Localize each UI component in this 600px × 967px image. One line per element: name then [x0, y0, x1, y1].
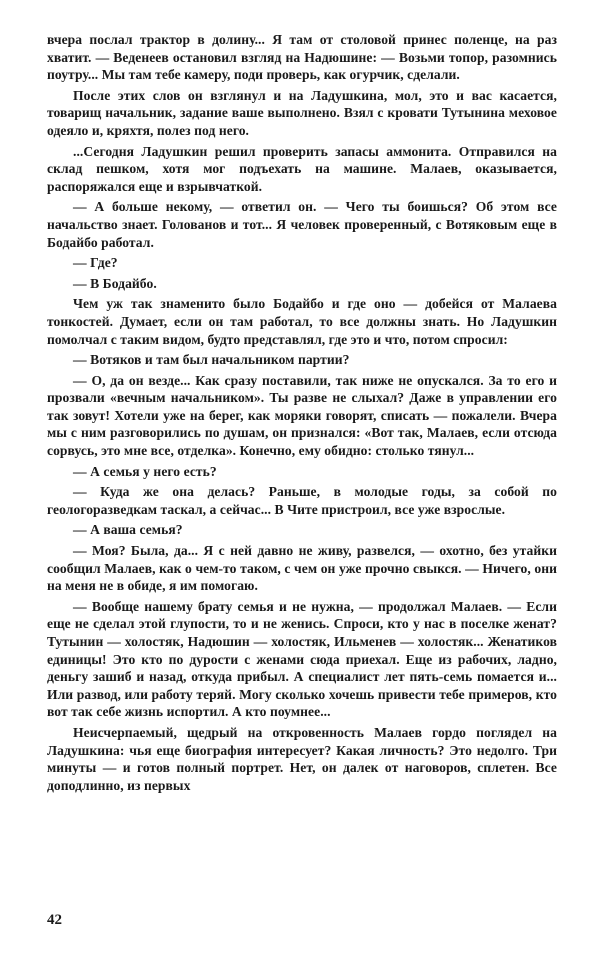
paragraph: — Вотяков и там был начальником партии?: [73, 352, 350, 368]
paragraph: — Куда же она делась? Раньше, в молодые годы, за собой по геологоразведкам таскал, а сейчас... В Чите пристроил, все уже взрослые.: [47, 484, 557, 517]
paragraph: — Где?: [73, 255, 118, 271]
paragraph: — В Бодайбо.: [73, 275, 157, 291]
paragraph: Неисчерпаемый, щедрый на откровенность Малаев гордо поглядел на Ладушкина: чья еще биография интересует? Какая личность? Это недолго. Три минуты — и готов полный портрет. Нет, он далек от наговоров, сплетен. Все доподлинно, из первых: [47, 724, 557, 793]
paragraph: — Моя? Была, да... Я с ней давно не живу, развелся, — охотно, без утайки сообщил Малаев, как о чем-то таком, с чем он уже прочно свыкся. — Ничего, они на меня не в обиде, я им помогаю.: [47, 543, 557, 594]
paragraph: — А семья у него есть?: [73, 463, 217, 479]
paragraph: вчера послал трактор в долину... Я там от столовой принес поленце, на раз хватит. — Веденеев остановил взгляд на Надюшине: — Возьми топор, разомнись поутру... Мы там тебе камеру, поди проверь, как огурчик, сделали.: [47, 32, 557, 83]
page-number: 42: [47, 912, 62, 928]
page-text: [47, 31, 557, 797]
paragraph: Чем уж так знаменито было Бодайбо и где оно — добейся от Малаева тонкостей. Думает, если он там работал, то все должны знать. Но Ладушкин помолчал с таким видом, будто представлял, где это и что, потом спросил:: [47, 296, 557, 347]
paragraph: — А ваша семья?: [73, 522, 183, 538]
paragraph: — О, да он везде... Как сразу поставили, так ниже не опускался. За то его и прозвали «вечным начальником». Ты разве не слыхал? Даже в управлении его так зовут! Хотели уже на берег, как моряки говорят, списать — пожалели. Вчера мы с ним разговорились по душам, он признался: «Вот так, Малаев, если отсюда сорвусь, это мне все, отделка». Конечно, ему обидно: столько тянул...: [47, 372, 557, 459]
paragraph: После этих слов он взглянул и на Ладушкина, мол, это и вас касается, товарищ начальник, задание ваше выполнено. Взял с кровати Тутынина меховое одеяло и, кряхтя, полез под него.: [47, 87, 557, 138]
paragraph: ...Сегодня Ладушкин решил проверить запасы аммонита. Отправился на склад пешком, хотя мог подъехать на машине. Малаев, оказывается, распоряжался еще и взрывчаткой.: [47, 143, 557, 194]
paragraph: — А больше некому, — ответил он. — Чего ты боишься? Об этом все начальство знает. Голованов и тот... Я человек проверенный, с Вотяковым еще в Бодайбо работал.: [47, 199, 557, 250]
paragraph: — Вообще нашему брату семья и не нужна, — продолжал Малаев. — Если еще не сделал этой глупости, то и не женись. Спроси, кто у нас в поселке женат? Тутынин — холостяк, Надюшин — холостяк, Ильменев — холостяк... Женатиков единицы! Это кто по дурости с женами сюда приехал. Еще из рабочих, ладно, деньгу зашиб и назад, откуда прибыл. А специалист лет пять-семь помается и... Или развод, или работу теряй. Могу сколько хочешь привести тебе примеров, кто вот так себе жизнь испортил. А кто поумнее...: [47, 598, 557, 720]
